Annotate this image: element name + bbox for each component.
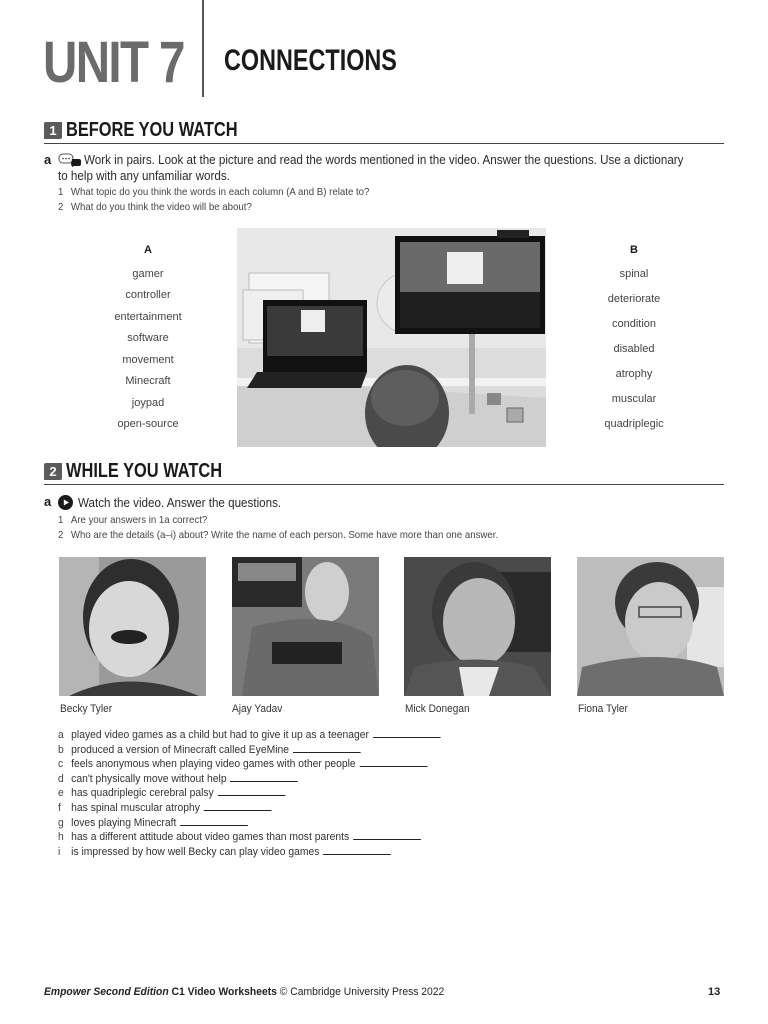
- answer-blank[interactable]: [180, 825, 248, 826]
- section-number-badge: 2: [44, 463, 62, 480]
- section-before-you-watch-header: [44, 120, 724, 144]
- photo-fiona-tyler: [577, 557, 724, 696]
- word-a: gamer: [132, 268, 164, 280]
- answer-blank[interactable]: [359, 766, 427, 767]
- detail-item: c feels anonymous when playing video games with other people: [58, 757, 622, 772]
- detail-item: i is impressed by how well Becky can play video games: [58, 845, 622, 860]
- unit-number: UNIT 7: [43, 30, 184, 95]
- detail-item: h has a different attitude about video games than most parents: [58, 830, 622, 845]
- photo-ajay-yadav: [232, 557, 379, 696]
- question-2-2: 2 Who are the details (a–i) about? Write the name of each person. Some have more than one answer.: [58, 529, 499, 541]
- word-b: deteriorate: [607, 293, 661, 305]
- word-column-b: [574, 244, 694, 260]
- word-b: muscular: [611, 393, 657, 405]
- question-1-2: 2 What do you think the video will be about?: [58, 201, 252, 213]
- word-a: joypad: [131, 397, 165, 409]
- question-1-1: 1 What topic do you think the words in each column (A and B) relate to?: [58, 186, 370, 198]
- header-divider: [202, 0, 204, 97]
- section-title: WHILE YOU WATCH: [66, 460, 223, 482]
- column-a-heading: A: [144, 244, 152, 256]
- footer-copyright: © Cambridge University Press 2022: [279, 986, 445, 998]
- section-title: BEFORE YOU WATCH: [66, 119, 238, 141]
- photo-mick-donegan: [404, 557, 551, 696]
- caption-mick-donegan: Mick Donegan: [405, 703, 470, 715]
- answer-blank[interactable]: [293, 752, 361, 753]
- section-while-you-watch-header: [44, 461, 724, 485]
- answer-blank[interactable]: [353, 839, 421, 840]
- photo-becky-tyler: [59, 557, 206, 696]
- caption-becky-tyler: Becky Tyler: [60, 703, 113, 715]
- details-list: [58, 728, 658, 859]
- task-letter: a: [44, 152, 52, 167]
- word-a: open-source: [117, 418, 179, 430]
- page-number: 13: [708, 986, 721, 998]
- footer-series: Empower Second Edition: [44, 986, 169, 998]
- answer-blank[interactable]: [373, 737, 441, 738]
- answer-blank[interactable]: [230, 781, 298, 782]
- detail-item: b produced a version of Minecraft called EyeMine: [58, 743, 622, 758]
- answer-blank[interactable]: [323, 854, 391, 855]
- footer-level: C1 Video Worksheets: [171, 986, 277, 998]
- word-b: quadriplegic: [604, 418, 664, 430]
- detail-item: d can't physically move without help: [58, 772, 622, 787]
- task-instruction: Watch the video. Answer the questions.: [78, 496, 282, 510]
- word-a: controller: [125, 289, 171, 301]
- word-b: spinal: [619, 268, 649, 280]
- scene-photo: [237, 228, 546, 447]
- question-2-1: 1 Are your answers in 1a correct?: [58, 514, 208, 526]
- column-b-heading: B: [630, 244, 638, 256]
- play-icon: [58, 495, 73, 510]
- word-a: software: [127, 332, 169, 344]
- section-number-badge: 1: [44, 122, 62, 139]
- word-b: disabled: [613, 343, 655, 355]
- detail-item: a played video games as a child but had to give it up as a teenager: [58, 728, 622, 743]
- word-a: Minecraft: [125, 375, 171, 387]
- unit-title: CONNECTIONS: [224, 44, 397, 77]
- task-instruction: Work in pairs. Look at the picture and read the words mentioned in the video. Answer the questions. Use a dictionary to help with any unfamiliar words.: [58, 153, 684, 183]
- detail-item: f has spinal muscular atrophy: [58, 801, 622, 816]
- answer-blank[interactable]: [204, 810, 272, 811]
- word-a: movement: [122, 354, 174, 366]
- footer-credit: [44, 986, 444, 998]
- word-b: atrophy: [615, 368, 653, 380]
- word-column-a: [88, 244, 208, 260]
- word-a: entertainment: [114, 311, 182, 323]
- detail-item: e has quadriplegic cerebral palsy: [58, 786, 622, 801]
- task-letter: a: [44, 494, 52, 509]
- caption-ajay-yadav: Ajay Yadav: [232, 703, 283, 715]
- caption-fiona-tyler: Fiona Tyler: [578, 703, 628, 715]
- answer-blank[interactable]: [217, 795, 285, 796]
- word-b: condition: [611, 318, 657, 330]
- detail-item: g loves playing Minecraft: [58, 816, 622, 831]
